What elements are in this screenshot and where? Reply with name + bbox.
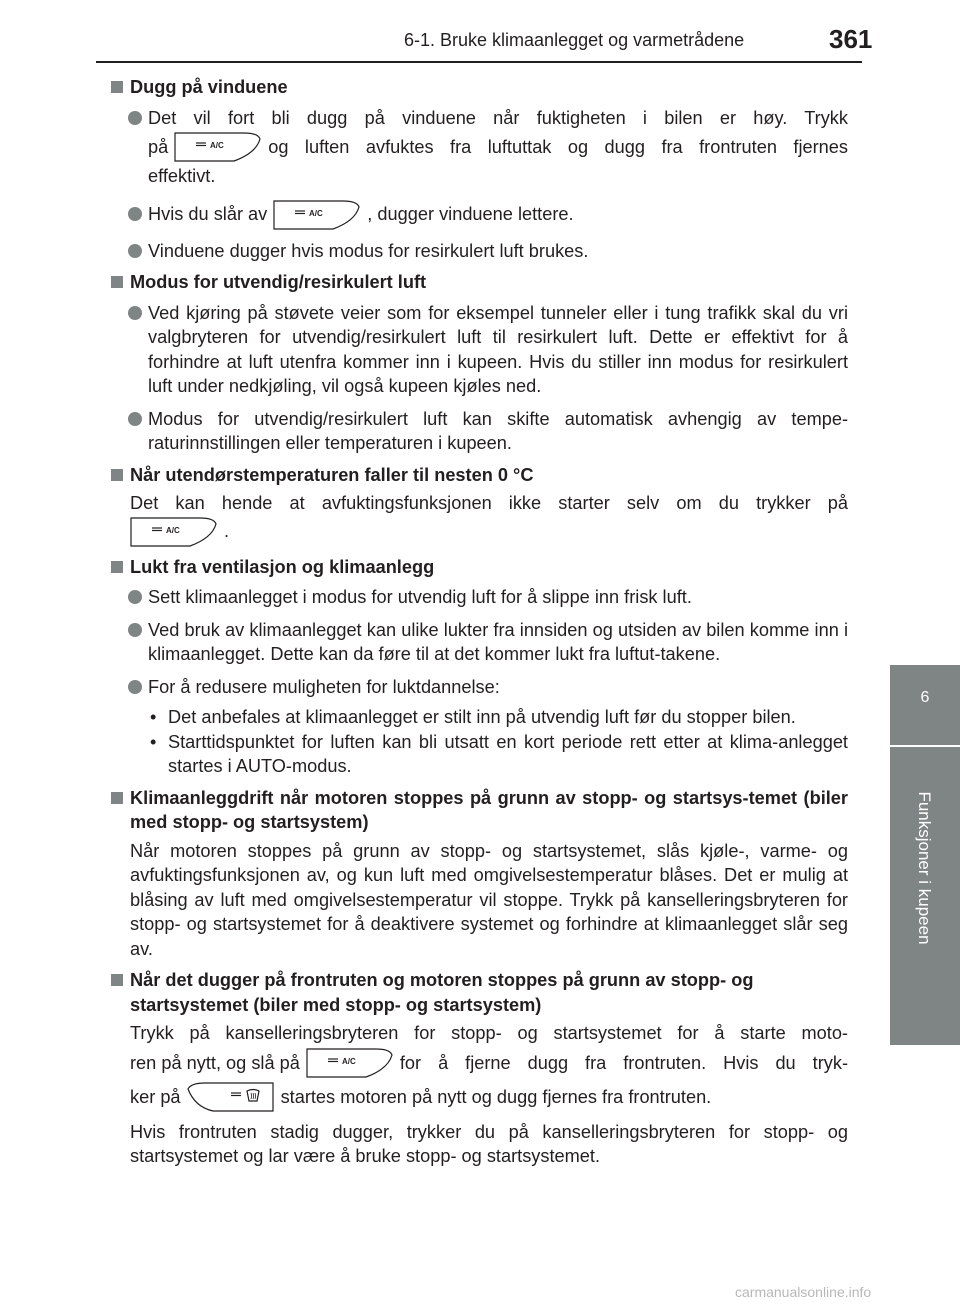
- circle-bullet-icon: [128, 207, 142, 221]
- circle-bullet-icon: [128, 111, 142, 125]
- circle-bullet-icon: [128, 306, 142, 320]
- side-tab-chapter-box: [890, 665, 960, 747]
- bullet-item: Modus for utvendig/resirkulert luft kan skifte automatisk avhengig av tempe-raturinnstillingen eller temperaturen i kupeen.: [108, 407, 848, 456]
- square-bullet-icon: [111, 469, 123, 481]
- bullet-item: Hvis du slår av , dugger vinduene lettere.: [108, 197, 848, 231]
- bullet-item: Ved bruk av klimaanlegget kan ulike lukter fra innsiden og utsiden av bilen komme inn i klimaanlegget. Dette kan da føre til at det kommer lukt fra luftut-takene.: [108, 618, 848, 667]
- bullet-item: Sett klimaanlegget i modus for utvendig luft for å slippe inn frisk luft.: [108, 585, 848, 610]
- page-number: 361: [829, 24, 873, 54]
- paragraph: Hvis frontruten stadig dugger, trykker du på kanselleringsbryteren for stopp- og startsystemet og lar være å bruke stopp- og startsystemet.: [130, 1121, 848, 1167]
- section-heading: Klimaanleggdrift når motoren stoppes på grunn av stopp- og startsys-temet (biler med stopp- og startsystem): [108, 786, 848, 835]
- bullet-item: Det vil fort bli dugg på vinduene når fuktigheten i bilen er høy. Trykk på og luften avfuktes fra luftuttak og dugg fra frontruten fjernes effektivt.: [108, 106, 848, 189]
- ac-button-icon: [273, 199, 361, 231]
- defroster-button-icon: [187, 1081, 275, 1113]
- paragraph: Det kan hende at avfuktingsfunksjonen ikke starter selv om du trykker på .: [108, 491, 848, 548]
- square-bullet-icon: [111, 81, 123, 93]
- ac-button-icon: [174, 131, 262, 163]
- section-heading: Dugg på vinduene: [108, 75, 848, 100]
- section-heading: Modus for utvendig/resirkulert luft: [108, 270, 848, 295]
- paragraph: Når motoren stoppes på grunn av stopp- og startsystemet, slås kjøle-, varme- og avfuktingsfunksjonen av, og kun luft med omgivelsestemperatur blåses. Det er mulig at blåsing av luft med omgivelsestemperatur vil stoppe. Trykk på kanselleringsbryteren for stopp- og startsystemet for å deaktivere systemet og forhindre at klimaanlegget slår seg av.: [130, 840, 848, 959]
- circle-bullet-icon: [128, 680, 142, 694]
- circle-bullet-icon: [128, 412, 142, 426]
- page-content: [108, 75, 848, 1169]
- section-heading: Lukt fra ventilasjon og klimaanlegg: [108, 555, 848, 580]
- square-bullet-icon: [111, 974, 123, 986]
- section-heading: Når utendørstemperaturen faller til nesten 0 °C: [108, 463, 848, 488]
- section-heading: Når det dugger på frontruten og motoren stoppes på grunn av stopp- og startsystemet (biler med stopp- og startsystem): [108, 968, 848, 1017]
- square-bullet-icon: [111, 561, 123, 573]
- circle-bullet-icon: [128, 244, 142, 258]
- header-rule: [96, 61, 862, 63]
- sub-bullet-item: • Det anbefales at klimaanlegget er stilt inn på utvendig luft før du stopper bilen.: [150, 707, 796, 728]
- circle-bullet-icon: [128, 623, 142, 637]
- chapter-number: 6: [920, 689, 930, 706]
- square-bullet-icon: [111, 792, 123, 804]
- square-bullet-icon: [111, 276, 123, 288]
- header-title: 6-1. Bruke klimaanlegget og varmetrådene: [404, 30, 745, 50]
- circle-bullet-icon: [128, 590, 142, 604]
- bullet-item: Vinduene dugger hvis modus for resirkulert luft brukes.: [108, 239, 848, 264]
- ac-button-icon: [306, 1047, 394, 1079]
- paragraph: Trykk på kanselleringsbryteren for stopp- og startsystemet for å starte moto- ren på nytt, og slå på for å fjerne dugg fra frontruten. Hvis du tryk- ker på startes motoren på nytt og dugg fjernes fra frontruten.: [108, 1021, 848, 1114]
- bullet-item: Ved kjøring på støvete veier som for eksempel tunneler eller i tung trafikk skal du vri valgbryteren for utvendig/resirkulert luft til resirkulert luft. Dette er effektivt for å forhindre at luft utenfra kommer inn i kupeen. Hvis du stiller inn modus for resirkulert luft under nedkjøling, vil også kupeen kjøles ned.: [108, 301, 848, 399]
- sub-bullet-item: • Starttidspunktet for luften kan bli utsatt en kort periode rett etter at klima-anlegget startes i AUTO-modus.: [150, 731, 848, 777]
- chapter-label: Funksjoner i kupeen: [915, 791, 934, 945]
- bullet-item: For å redusere muligheten for luktdannelse:: [108, 675, 848, 700]
- ac-button-icon: [130, 516, 218, 548]
- watermark: carmanualsonline.info: [735, 1284, 872, 1300]
